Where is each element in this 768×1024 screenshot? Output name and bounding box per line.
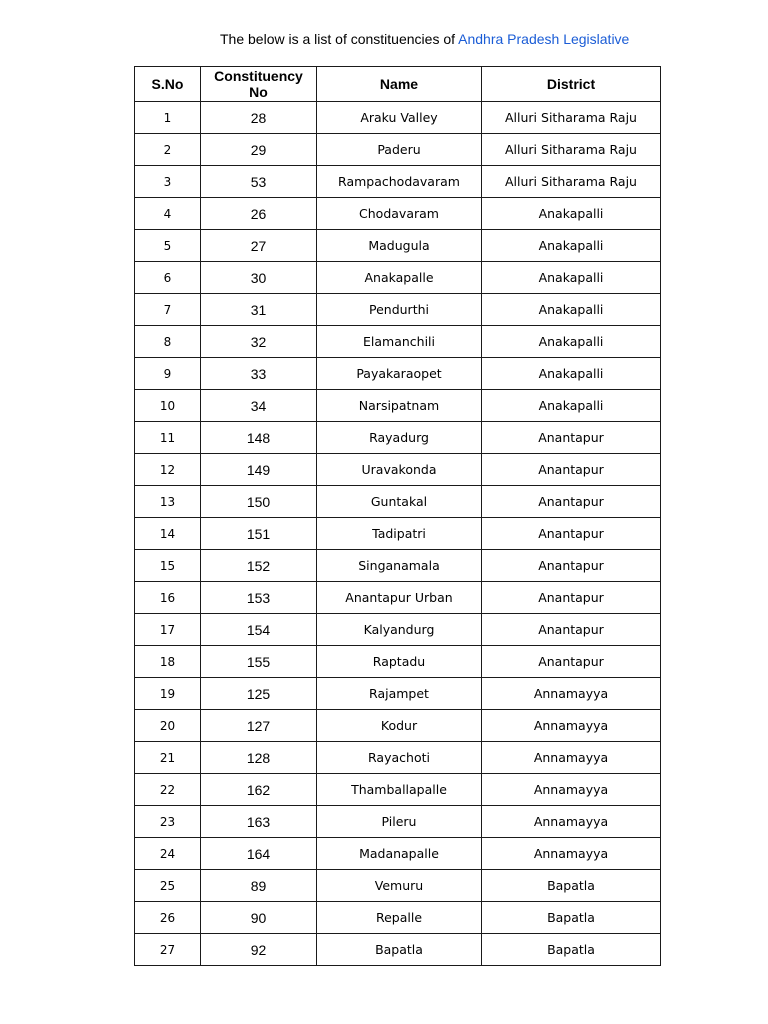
table-row xyxy=(135,454,661,486)
cell-district: Annamayya xyxy=(482,838,661,870)
table-row xyxy=(135,390,661,422)
table-row xyxy=(135,614,661,646)
table-row xyxy=(135,582,661,614)
cell-district: Anakapalli xyxy=(482,390,661,422)
cell-name: Chodavaram xyxy=(317,198,482,230)
cell-name: Rayachoti xyxy=(317,742,482,774)
cell-sno: 22 xyxy=(135,774,201,806)
table-row xyxy=(135,550,661,582)
table-row xyxy=(135,102,661,134)
cell-name: Singanamala xyxy=(317,550,482,582)
cell-sno: 16 xyxy=(135,582,201,614)
cell-district: Anakapalli xyxy=(482,294,661,326)
table-row xyxy=(135,294,661,326)
cell-constituency-no: 153 xyxy=(201,582,317,614)
cell-name: Payakaraopet xyxy=(317,358,482,390)
cell-sno: 13 xyxy=(135,486,201,518)
cell-name: Rayadurg xyxy=(317,422,482,454)
cell-constituency-no: 32 xyxy=(201,326,317,358)
cell-district: Bapatla xyxy=(482,902,661,934)
cell-district: Annamayya xyxy=(482,742,661,774)
cell-name: Tadipatri xyxy=(317,518,482,550)
cell-district: Anantapur xyxy=(482,486,661,518)
cell-name: Pileru xyxy=(317,806,482,838)
table-row xyxy=(135,358,661,390)
cell-sno: 24 xyxy=(135,838,201,870)
header-constituency-line2: No xyxy=(249,84,268,100)
cell-constituency-no: 148 xyxy=(201,422,317,454)
cell-district: Annamayya xyxy=(482,774,661,806)
cell-sno: 3 xyxy=(135,166,201,198)
cell-constituency-no: 30 xyxy=(201,262,317,294)
table-row xyxy=(135,870,661,902)
cell-sno: 17 xyxy=(135,614,201,646)
cell-sno: 8 xyxy=(135,326,201,358)
cell-district: Anantapur xyxy=(482,646,661,678)
cell-constituency-no: 26 xyxy=(201,198,317,230)
cell-sno: 19 xyxy=(135,678,201,710)
constituency-table xyxy=(134,66,661,966)
cell-district: Bapatla xyxy=(482,870,661,902)
table-row xyxy=(135,774,661,806)
cell-district: Anantapur xyxy=(482,422,661,454)
cell-constituency-no: 90 xyxy=(201,902,317,934)
cell-sno: 6 xyxy=(135,262,201,294)
cell-constituency-no: 163 xyxy=(201,806,317,838)
cell-name: Bapatla xyxy=(317,934,482,966)
cell-constituency-no: 154 xyxy=(201,614,317,646)
header-constituency-no xyxy=(201,67,317,102)
table-row xyxy=(135,262,661,294)
cell-constituency-no: 150 xyxy=(201,486,317,518)
cell-district: Anakapalli xyxy=(482,198,661,230)
cell-name: Raptadu xyxy=(317,646,482,678)
cell-district: Anakapalli xyxy=(482,230,661,262)
cell-district: Alluri Sitharama Raju xyxy=(482,134,661,166)
table-row xyxy=(135,198,661,230)
cell-name: Elamanchili xyxy=(317,326,482,358)
cell-constituency-no: 31 xyxy=(201,294,317,326)
cell-name: Narsipatnam xyxy=(317,390,482,422)
cell-district: Annamayya xyxy=(482,678,661,710)
intro-text: The below is a list of constituencies of xyxy=(220,31,459,47)
cell-district: Anantapur xyxy=(482,582,661,614)
cell-constituency-no: 152 xyxy=(201,550,317,582)
cell-name: Pendurthi xyxy=(317,294,482,326)
cell-sno: 25 xyxy=(135,870,201,902)
cell-name: Vemuru xyxy=(317,870,482,902)
cell-sno: 4 xyxy=(135,198,201,230)
cell-sno: 1 xyxy=(135,102,201,134)
cell-constituency-no: 151 xyxy=(201,518,317,550)
table-row xyxy=(135,742,661,774)
cell-sno: 10 xyxy=(135,390,201,422)
cell-name: Thamballapalle xyxy=(317,774,482,806)
cell-sno: 21 xyxy=(135,742,201,774)
cell-name: Anantapur Urban xyxy=(317,582,482,614)
intro-sentence xyxy=(220,30,750,48)
cell-district: Bapatla xyxy=(482,934,661,966)
table-row xyxy=(135,934,661,966)
cell-sno: 18 xyxy=(135,646,201,678)
cell-name: Paderu xyxy=(317,134,482,166)
cell-name: Kodur xyxy=(317,710,482,742)
table-row xyxy=(135,678,661,710)
cell-sno: 2 xyxy=(135,134,201,166)
cell-sno: 20 xyxy=(135,710,201,742)
cell-sno: 12 xyxy=(135,454,201,486)
table-row xyxy=(135,134,661,166)
table-row xyxy=(135,838,661,870)
intro-link[interactable]: Andhra Pradesh Legislative xyxy=(458,31,630,47)
cell-constituency-no: 53 xyxy=(201,166,317,198)
table-row xyxy=(135,230,661,262)
cell-sno: 5 xyxy=(135,230,201,262)
cell-name: Araku Valley xyxy=(317,102,482,134)
cell-name: Anakapalle xyxy=(317,262,482,294)
cell-constituency-no: 34 xyxy=(201,390,317,422)
table-body xyxy=(135,102,661,966)
cell-constituency-no: 164 xyxy=(201,838,317,870)
cell-sno: 11 xyxy=(135,422,201,454)
cell-constituency-no: 89 xyxy=(201,870,317,902)
cell-district: Alluri Sitharama Raju xyxy=(482,166,661,198)
header-sno: S.No xyxy=(135,67,201,102)
cell-sno: 27 xyxy=(135,934,201,966)
cell-district: Annamayya xyxy=(482,710,661,742)
cell-sno: 14 xyxy=(135,518,201,550)
cell-name: Repalle xyxy=(317,902,482,934)
table-row xyxy=(135,902,661,934)
table-row xyxy=(135,166,661,198)
table-row xyxy=(135,646,661,678)
cell-constituency-no: 33 xyxy=(201,358,317,390)
cell-name: Uravakonda xyxy=(317,454,482,486)
cell-district: Anantapur xyxy=(482,614,661,646)
table-row xyxy=(135,518,661,550)
cell-constituency-no: 128 xyxy=(201,742,317,774)
cell-name: Rajampet xyxy=(317,678,482,710)
cell-constituency-no: 127 xyxy=(201,710,317,742)
cell-district: Anantapur xyxy=(482,454,661,486)
table-row xyxy=(135,326,661,358)
table-row xyxy=(135,422,661,454)
cell-sno: 23 xyxy=(135,806,201,838)
cell-sno: 7 xyxy=(135,294,201,326)
cell-name: Rampachodavaram xyxy=(317,166,482,198)
cell-name: Madugula xyxy=(317,230,482,262)
cell-district: Anakapalli xyxy=(482,326,661,358)
cell-constituency-no: 29 xyxy=(201,134,317,166)
cell-district: Anantapur xyxy=(482,550,661,582)
cell-sno: 9 xyxy=(135,358,201,390)
table-header-row xyxy=(135,67,661,102)
cell-sno: 26 xyxy=(135,902,201,934)
table-row xyxy=(135,806,661,838)
cell-district: Annamayya xyxy=(482,806,661,838)
cell-constituency-no: 125 xyxy=(201,678,317,710)
cell-district: Anakapalli xyxy=(482,262,661,294)
cell-constituency-no: 162 xyxy=(201,774,317,806)
cell-constituency-no: 155 xyxy=(201,646,317,678)
cell-district: Alluri Sitharama Raju xyxy=(482,102,661,134)
cell-name: Kalyandurg xyxy=(317,614,482,646)
cell-constituency-no: 27 xyxy=(201,230,317,262)
cell-constituency-no: 28 xyxy=(201,102,317,134)
cell-district: Anakapalli xyxy=(482,358,661,390)
header-district: District xyxy=(482,67,661,102)
cell-constituency-no: 92 xyxy=(201,934,317,966)
table-row xyxy=(135,710,661,742)
cell-sno: 15 xyxy=(135,550,201,582)
header-constituency-line1: Constituency xyxy=(214,68,303,84)
cell-district: Anantapur xyxy=(482,518,661,550)
header-name: Name xyxy=(317,67,482,102)
table-row xyxy=(135,486,661,518)
cell-name: Guntakal xyxy=(317,486,482,518)
cell-constituency-no: 149 xyxy=(201,454,317,486)
cell-name: Madanapalle xyxy=(317,838,482,870)
